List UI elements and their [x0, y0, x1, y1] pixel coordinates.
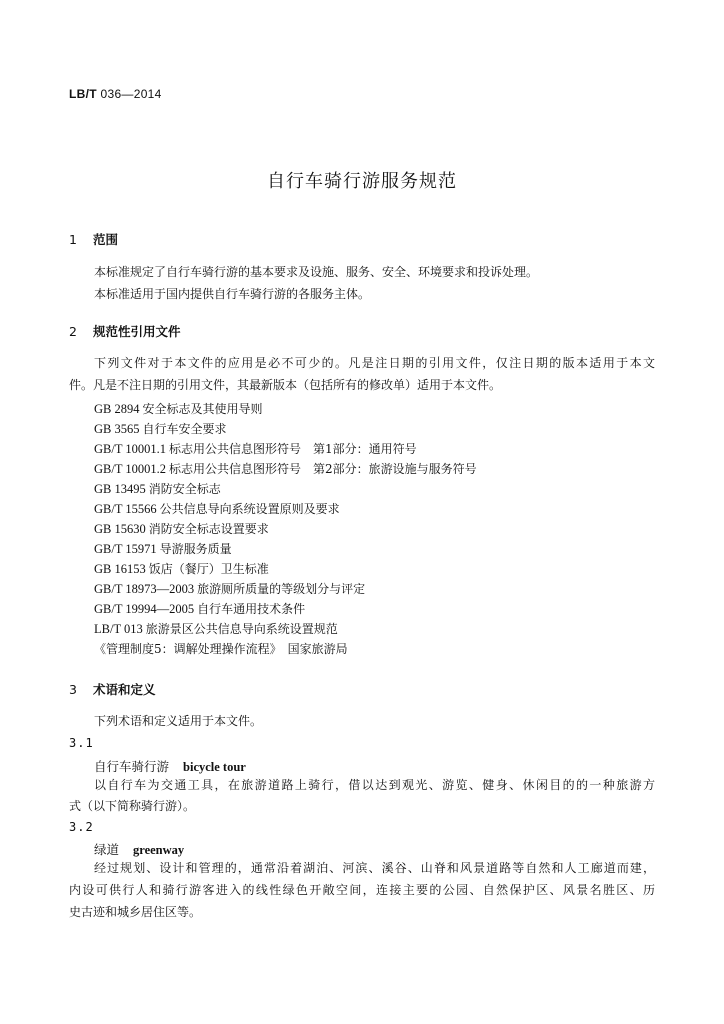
reference-code: LB/T 013	[94, 622, 143, 636]
section-1-heading	[69, 230, 118, 248]
reference-item	[94, 420, 227, 437]
section-2-heading	[69, 322, 181, 340]
section-title: 规范性引用文件	[92, 324, 181, 339]
reference-code: GB/T 18973—2003	[94, 582, 195, 596]
reference-title: 自行车安全要求	[142, 422, 227, 436]
section-2-intro-line-2: 件。凡是不注日期的引用文件，其最新版本（包括所有的修改单）适用于本文件。	[69, 378, 502, 392]
term-definition-line: 史古迹和城乡居住区等。	[69, 905, 202, 919]
reference-item-regulation: 《管理制度5：调解处理操作流程》 国家旅游局	[94, 642, 348, 656]
reference-title: 安全标志及其使用导则	[142, 402, 263, 416]
term-chinese: 自行车骑行游	[94, 759, 170, 774]
reference-item	[94, 560, 269, 577]
reference-title: 标志用公共信息图形符号 第1部分：通用符号	[169, 442, 417, 456]
reference-code: GB 2894	[94, 402, 140, 416]
reference-code: GB/T 15566	[94, 502, 157, 516]
section-1-paragraph-2: 本标准适用于国内提供自行车骑行游的各服务主体。	[94, 287, 371, 301]
section-2-intro-line-1: 下列文件对于本文件的应用是必不可少的。凡是注日期的引用文件，仅注日期的版本适用于本文	[94, 356, 655, 370]
reference-code: GB/T 10001.2	[94, 462, 166, 476]
term-definition-line: 以自行车为交通工具，在旅游道路上骑行，借以达到观光、游览、健身、休闲目的的一种旅游方	[94, 778, 655, 792]
section-number: 2	[69, 324, 77, 339]
term-number: 3.2	[69, 820, 94, 834]
reference-code: GB/T 15971	[94, 542, 157, 556]
section-3-heading	[69, 680, 156, 698]
reference-item	[94, 620, 338, 637]
reference-title: 消防安全标志设置要求	[148, 522, 269, 536]
standard-number: 036—2014	[100, 87, 162, 101]
section-number: 1	[69, 232, 77, 247]
reference-code: GB/T 19994—2005	[94, 602, 195, 616]
reference-item	[94, 440, 417, 457]
section-title: 术语和定义	[92, 682, 156, 697]
reference-item	[94, 400, 263, 417]
term-chinese: 绿道	[94, 842, 120, 857]
standard-prefix: LB/T	[69, 87, 97, 101]
section-number: 3	[69, 682, 77, 697]
document-title: 自行车骑行游服务规范	[267, 171, 457, 192]
reference-code: GB 3565	[94, 422, 140, 436]
reference-code: GB 13495	[94, 482, 146, 496]
reference-title: 公共信息导向系统设置原则及要求	[159, 502, 340, 516]
reference-item	[94, 580, 365, 597]
reference-title: 旅游景区公共信息导向系统设置规范	[145, 622, 338, 636]
reference-title: 饭店（餐厅）卫生标准	[148, 562, 269, 576]
standard-code	[69, 87, 162, 101]
reference-title: 旅游厕所质量的等级划分与评定	[197, 582, 366, 596]
reference-title: 自行车通用技术条件	[197, 602, 306, 616]
reference-code: GB 16153	[94, 562, 146, 576]
term-number: 3.1	[69, 736, 94, 750]
section-1-paragraph-1: 本标准规定了自行车骑行游的基本要求及设施、服务、安全、环境要求和投诉处理。	[94, 265, 539, 279]
term-definition-line: 经过规划、设计和管理的，通常沿着湖泊、河滨、溪谷、山脊和风景道路等自然和人工廊道而建，	[94, 861, 655, 875]
term-heading	[94, 757, 246, 775]
term-english: greenway	[133, 843, 185, 857]
reference-title: 导游服务质量	[159, 542, 232, 556]
reference-item	[94, 460, 477, 477]
reference-title: 消防安全标志	[148, 482, 221, 496]
reference-item	[94, 540, 232, 557]
reference-code: GB 15630	[94, 522, 146, 536]
reference-item	[94, 480, 221, 497]
section-title: 范围	[92, 232, 118, 247]
reference-item	[94, 520, 269, 537]
reference-item	[94, 600, 305, 617]
reference-item	[94, 500, 340, 517]
term-heading	[94, 840, 184, 858]
term-definition-line: 内设可供行人和骑行游客进入的线性绿色开敞空间，连接主要的公园、自然保护区、风景名胜区、历	[69, 883, 655, 897]
term-definition-line: 式（以下简称骑行游）。	[69, 799, 196, 813]
reference-title: 标志用公共信息图形符号 第2部分：旅游设施与服务符号	[169, 462, 477, 476]
reference-code: GB/T 10001.1	[94, 442, 166, 456]
section-3-intro: 下列术语和定义适用于本文件。	[94, 714, 263, 728]
term-english: bicycle tour	[183, 760, 246, 774]
